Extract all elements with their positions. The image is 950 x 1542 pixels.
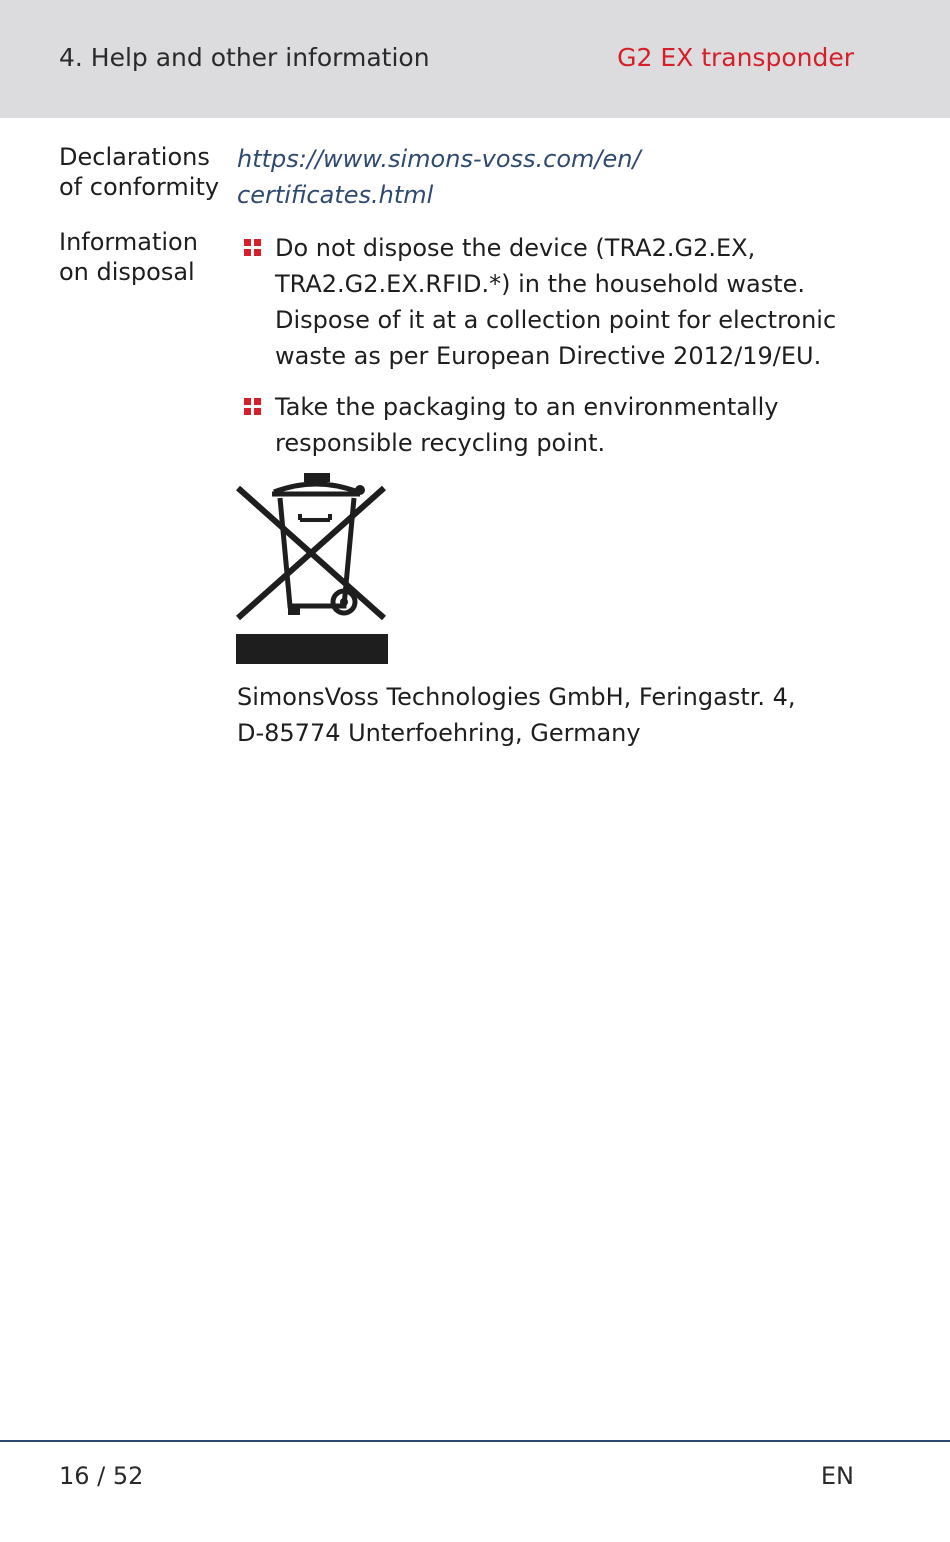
certificates-link[interactable] <box>237 141 641 213</box>
disposal-label-line: on disposal <box>59 258 195 286</box>
bullet-text-line: waste as per European Directive 2012/19/EU. <box>275 342 822 370</box>
language-indicator: EN <box>820 1462 854 1490</box>
address-line: D-85774 Unterfoehring, Germany <box>237 719 641 747</box>
certificates-link-line[interactable]: https://www.simons-voss.com/en/ <box>237 145 641 173</box>
page-number: 16 / 52 <box>59 1462 144 1490</box>
header-section-title: 4. Help and other information <box>59 43 430 72</box>
bullet-text-line: Take the packaging to an environmentally <box>275 393 779 421</box>
conformity-label <box>59 142 231 202</box>
footer-divider <box>0 1440 950 1442</box>
header-product-name: G2 EX transponder <box>617 43 854 72</box>
disposal-label-line: Information <box>59 228 198 256</box>
bullet-text-line: TRA2.G2.EX.RFID.*) in the household waste. <box>275 270 806 298</box>
bullet-text-line: responsible recycling point. <box>275 429 606 457</box>
conformity-label-line: of conformity <box>59 173 220 201</box>
bullet-text-line: Dispose of it at a collection point for electronic <box>275 306 837 334</box>
disposal-bullet-item <box>237 230 877 374</box>
address-line: SimonsVoss Technologies GmbH, Feringastr. 4, <box>237 683 796 711</box>
conformity-label-line: Declarations <box>59 143 210 171</box>
certificates-link-line[interactable]: certificates.html <box>237 181 434 209</box>
red-square-bullet-icon <box>244 398 262 416</box>
disposal-bullet-list <box>237 230 877 476</box>
page-header <box>0 0 950 118</box>
crossed-out-wheelie-bin-icon <box>236 472 388 664</box>
disposal-bullet-item <box>237 389 877 461</box>
bullet-text-line: Do not dispose the device (TRA2.G2.EX, <box>275 234 756 262</box>
manufacturer-address <box>237 679 796 751</box>
disposal-label <box>59 227 231 287</box>
red-square-bullet-icon <box>244 239 262 257</box>
